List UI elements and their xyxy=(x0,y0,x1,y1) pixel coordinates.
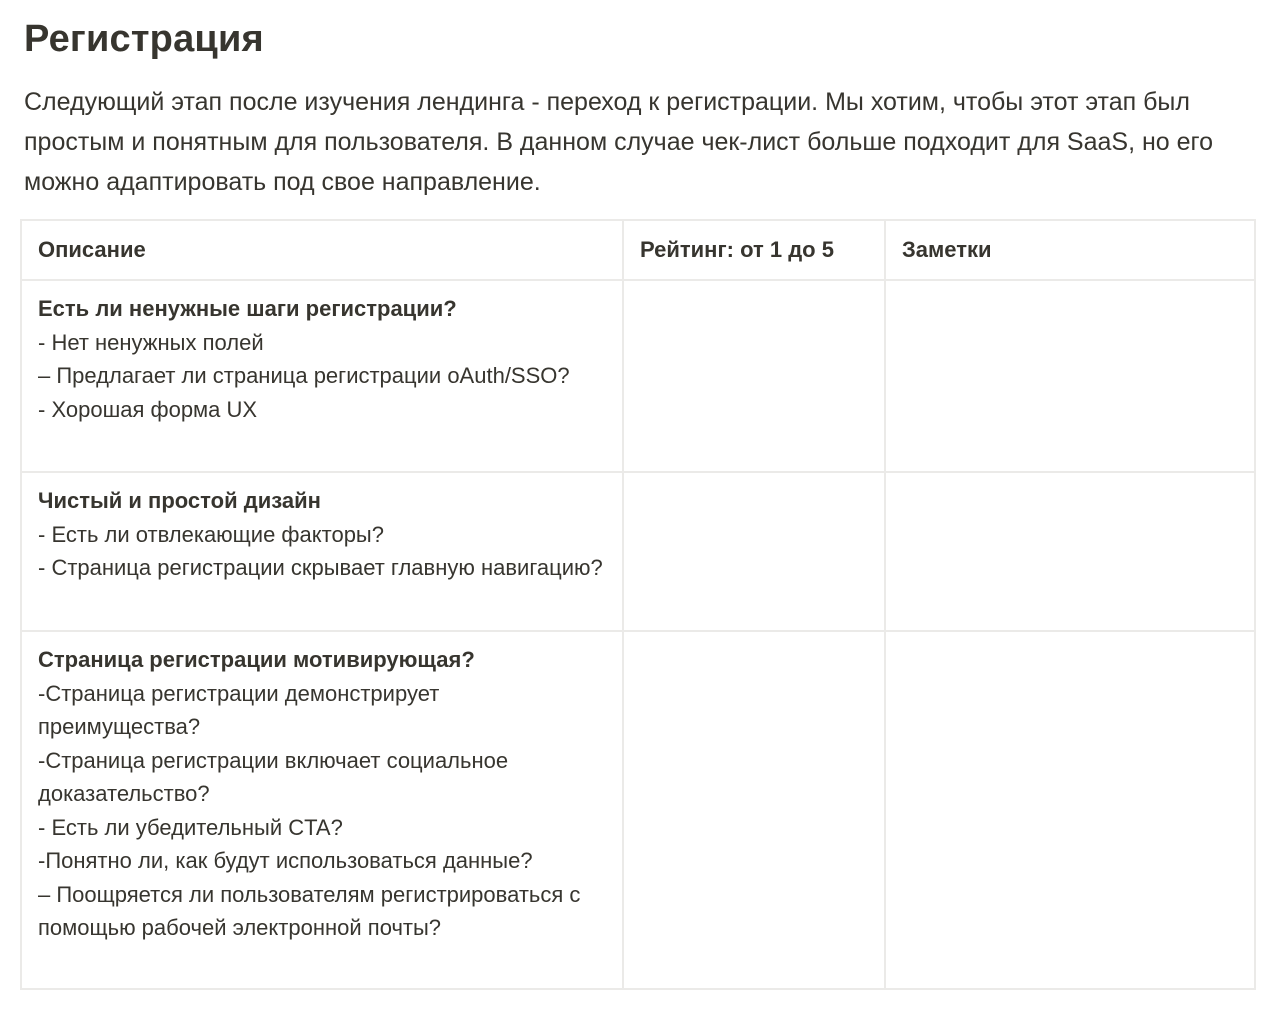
header-notes: Заметки xyxy=(885,220,1255,280)
table-header-row xyxy=(21,220,1255,280)
row-line: – Предлагает ли страница регистрации oAuth/SSO? xyxy=(38,363,570,388)
rating-cell[interactable] xyxy=(623,280,885,472)
row-line: – Поощряется ли пользователям регистрироваться с помощью рабочей электронной почты? xyxy=(38,881,581,940)
table-row xyxy=(21,472,1255,631)
row-heading: Страница регистрации мотивирующая? xyxy=(38,647,475,672)
row-line: -Страница регистрации демонстрирует преимущества? xyxy=(38,680,440,739)
header-rating: Рейтинг: от 1 до 5 xyxy=(623,220,885,280)
description-cell[interactable] xyxy=(21,631,623,989)
notes-cell[interactable] xyxy=(885,631,1255,989)
row-line: -Понятно ли, как будут использоваться данные? xyxy=(38,848,533,873)
page-title: Регистрация xyxy=(24,18,264,60)
row-line: - Есть ли убедительный CTA? xyxy=(38,814,343,840)
registration-checklist-table xyxy=(20,219,1256,990)
row-line: - Страница регистрации скрывает главную навигацию? xyxy=(38,555,603,580)
notes-cell[interactable] xyxy=(885,280,1255,472)
row-line: - Хорошая форма UX xyxy=(38,396,258,422)
row-line: - Нет ненужных полей xyxy=(38,329,264,355)
description-cell[interactable] xyxy=(21,472,623,631)
rating-cell[interactable] xyxy=(623,472,885,631)
description-cell[interactable] xyxy=(21,280,623,472)
row-line: - Есть ли отвлекающие факторы? xyxy=(38,521,384,547)
notes-cell[interactable] xyxy=(885,472,1255,631)
row-heading: Есть ли ненужные шаги регистрации? xyxy=(38,296,457,321)
rating-cell[interactable] xyxy=(623,631,885,989)
table-row xyxy=(21,280,1255,472)
intro-paragraph: Следующий этап после изучения лендинга - переход к регистрации. Мы хотим, чтобы этот этап был простым и понятным для пользователя. В данном случае чек-лист больше подходит для SaaS, но его можно адаптировать под свое направление. xyxy=(24,88,1214,196)
row-line: -Страница регистрации включает социальное доказательство? xyxy=(38,747,509,806)
header-description: Описание xyxy=(21,220,623,280)
table-row xyxy=(21,631,1255,989)
row-heading: Чистый и простой дизайн xyxy=(38,488,321,513)
